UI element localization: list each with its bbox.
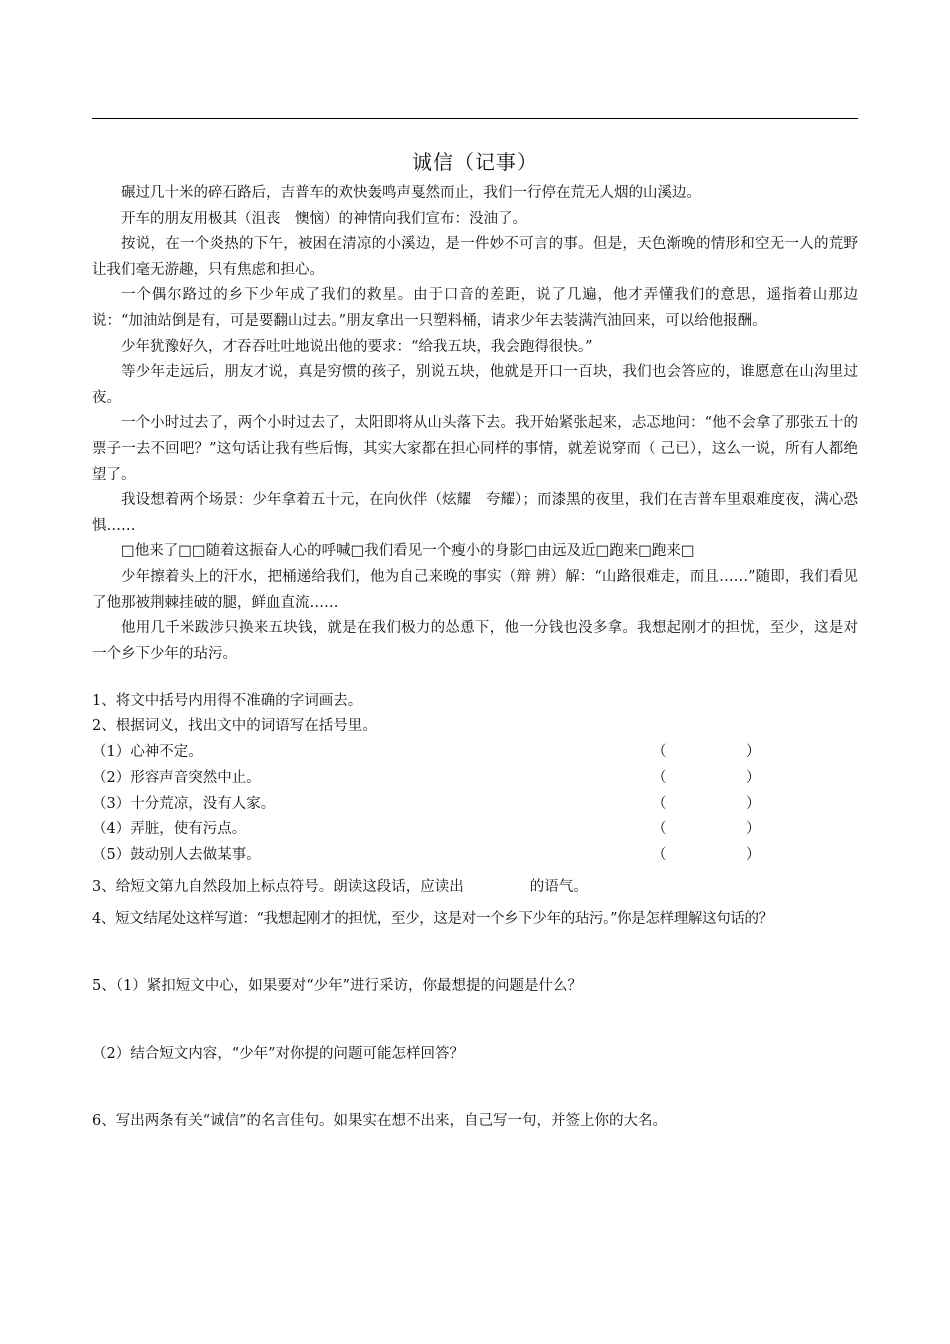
- question-2-item: （5）鼓动别人去做某事。 （ ）: [92, 847, 761, 863]
- story-paragraph: 开车的朋友用极其（沮丧 懊恼）的神情向我们宣布：没油了。: [121, 210, 527, 227]
- item-text: （1）心神不定。: [92, 744, 203, 760]
- story-paragraph-punctuation: □他来了□□随着这振奋人心的呼喊□我们看见一个瘦小的身影□由远及近□跑来□跑来□: [121, 543, 695, 560]
- page-title: 诚信（记事）: [412, 150, 538, 174]
- story-paragraph: 按说，在一个炎热的下午，被困在清凉的小溪边，是一件妙不可言的事。但是，天色渐晚的情形和空无一人的荒野让我们毫无游趣，只有焦虑和担心。: [92, 236, 858, 278]
- header-rule: [92, 118, 858, 119]
- question-2-item: （1）心神不定。 （ ）: [92, 744, 761, 760]
- question-4: 4、短文结尾处这样写道：“我想起刚才的担忧，至少，这是对一个乡下少年的玷污。”你是怎样理解这句话的？: [92, 911, 773, 927]
- item-text: （5）鼓动别人去做某事。: [92, 847, 261, 863]
- story-paragraph: 我设想着两个场景：少年拿着五十元，在向伙伴（炫耀 夸耀）；而漆黑的夜里，我们在吉普车里艰难度夜，满心恐惧……: [92, 492, 858, 534]
- story-paragraph: 一个小时过去了，两个小时过去了，太阳即将从山头落下去。我开始紧张起来，忐忑地问：“他不会拿了那张五十的票子一去不回吧？”这句话让我有些后悔，其实大家都在担心同样的事情，就差说穿而（ 己已），这么一说，所有人都绝望了。: [92, 415, 858, 483]
- question-2-item: （3）十分荒凉，没有人家。 （ ）: [92, 796, 761, 812]
- item-text: （4）弄脏，使有污点。: [92, 821, 247, 837]
- item-text: （2）形容声音突然中止。: [92, 770, 261, 786]
- story-paragraph: 等少年走远后，朋友才说，真是穷惯的孩子，别说五块，他就是开口一百块，我们也会答应的，谁愿意在山沟里过夜。: [92, 364, 858, 406]
- question-2: 2、根据词义，找出文中的词语写在括号里。: [92, 718, 377, 734]
- story-paragraph: 碾过几十米的碎石路后，吉普车的欢快轰鸣声戛然而止，我们一行停在荒无人烟的山溪边。: [121, 185, 701, 201]
- question-6: 6、写出两条有关“诚信”的名言佳句。如果实在想不出来，自己写一句，并签上你的大名。: [92, 1113, 668, 1129]
- story-paragraph: 他用几千米跋涉只换来五块钱，就是在我们极力的怂恿下，他一分钱也没多拿。我想起刚才的担忧，至少，这是对一个乡下少年的玷污。: [92, 620, 858, 662]
- story-paragraph: 少年擦着头上的汗水，把桶递给我们，他为自己来晚的事实（辩 辨）解：“山路很难走，而且……”随即，我们看见了他那被荆棘挂破的腿，鲜血直流……: [92, 568, 858, 611]
- item-text: （3）十分荒凉，没有人家。: [92, 796, 276, 812]
- question-5-2: （2）结合短文内容，“少年”对你提的问题可能怎样回答？: [92, 1046, 465, 1062]
- question-3: 3、给短文第九自然段加上标点符号。朗读这段话，应读出 的语气。: [92, 879, 588, 895]
- story-paragraph: 少年犹豫好久，才吞吞吐吐地说出他的要求：“给我五块，我会跑得很快。”: [121, 338, 593, 355]
- question-1: 1、将文中括号内用得不准确的字词画去。: [92, 693, 363, 709]
- question-5-1: 5、（1）紧扣短文中心，如果要对“少年”进行采访，你最想提的问题是什么？: [92, 978, 583, 994]
- story-paragraph: 一个偶尔路过的乡下少年成了我们的救星。由于口音的差距，说了几遍，他才弄懂我们的意思，遥指着山那边说：“加油站倒是有，可是要翻山过去。”朋友拿出一只塑料桶，请求少年去装满汽油回来，可以给他报酬。: [92, 287, 858, 329]
- story-text: [92, 181, 858, 667]
- question-2-item: （2）形容声音突然中止。 （ ）: [92, 770, 761, 786]
- question-2-item: （4）弄脏，使有污点。 （ ）: [92, 821, 761, 837]
